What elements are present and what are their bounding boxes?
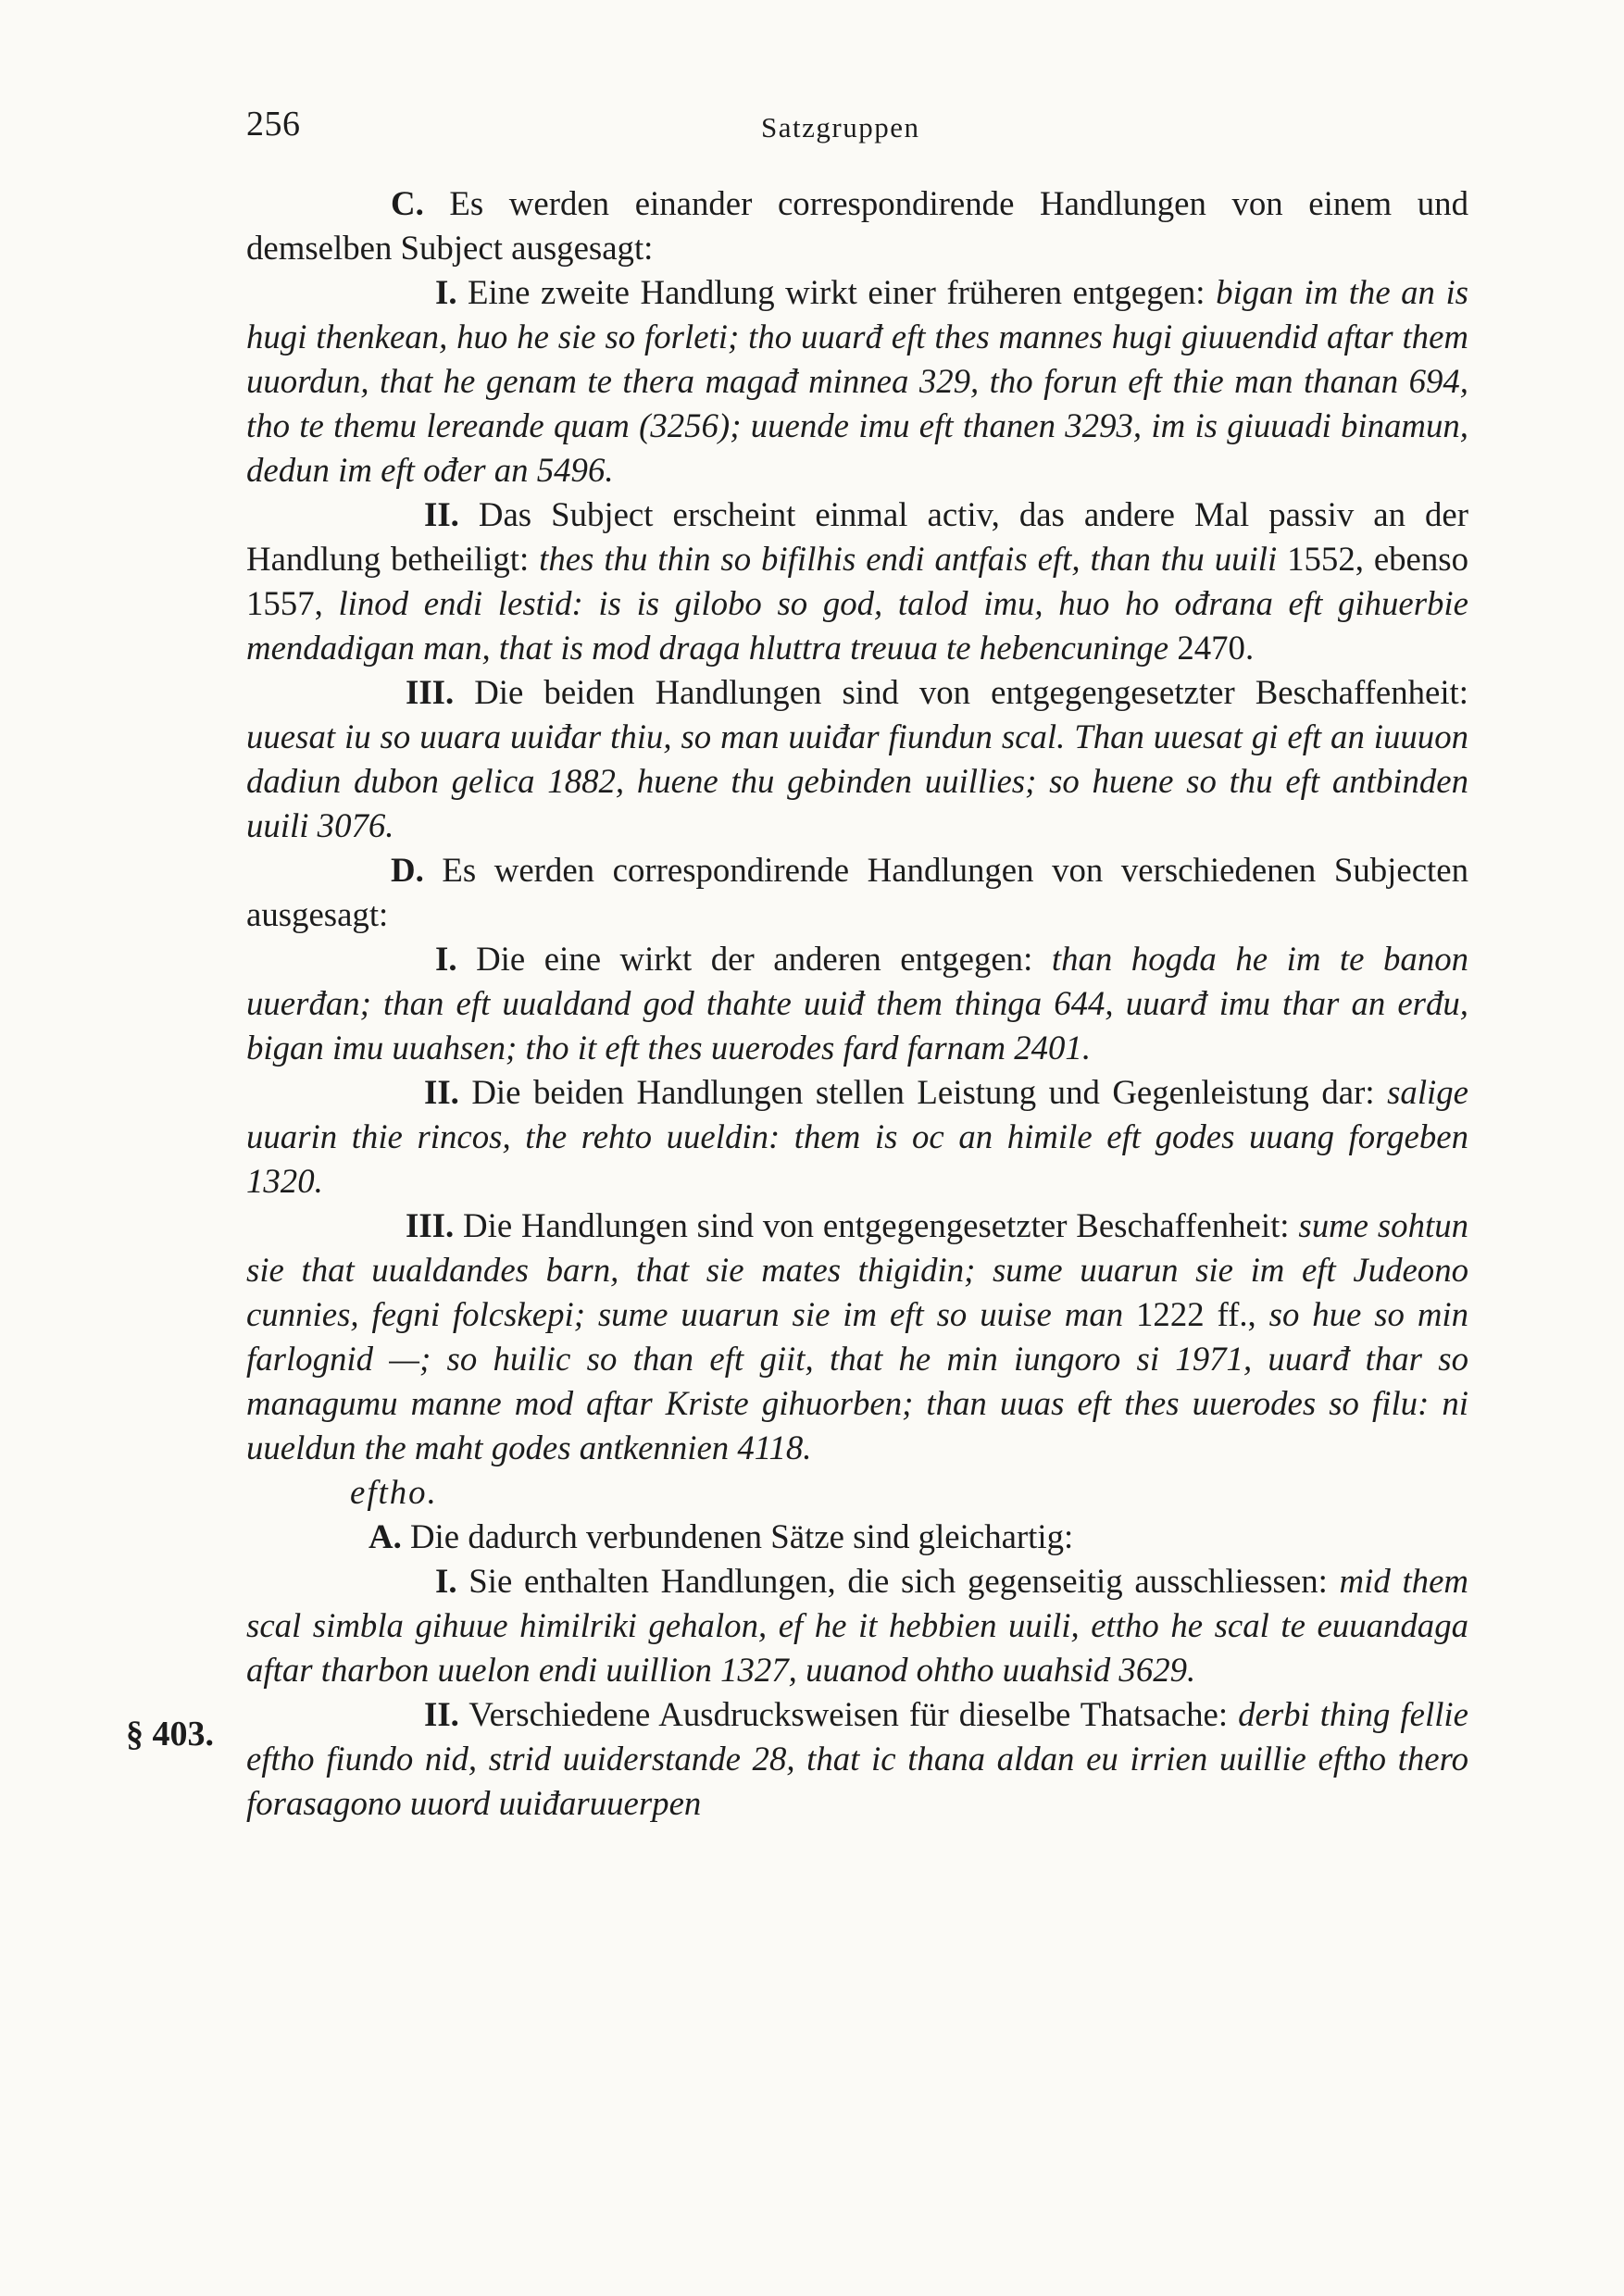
section-a-i-text: Sie enthalten Handlungen, die sich gegenseitig ausschliessen: xyxy=(468,1562,1328,1600)
section-d-iii xyxy=(246,1204,1468,1470)
section-c-iii-text: Die beiden Handlungen sind von entgegengesetzter Beschaffenheit: xyxy=(474,673,1468,711)
section-403-heading xyxy=(246,1470,1468,1515)
section-d-iii-example-a: sume sohtun sie that uualdandes barn, that sie mates thigidin; sume uuarun sie im eft Judeono cunnies, fegni folcskepi; sume uuarun sie im eft so uuise man xyxy=(246,1206,1468,1333)
paragraph-number-403: § 403. xyxy=(126,1715,214,1753)
section-a-ii xyxy=(246,1692,1468,1826)
section-d-ii-text: Die beiden Handlungen stellen Leistung und Gegenleistung dar: xyxy=(471,1073,1375,1111)
section-c-iii xyxy=(246,670,1468,848)
section-d-i-example: than hogda he im te banon uuerđan; than eft uualdand god thahte uuiđ them thinga 644, uuarđ imu thar an erđu, bigan imu uuahsen; tho it eft thes uuerodes fard farnam 2401. xyxy=(246,940,1469,1067)
section-d-ii-label: II. xyxy=(424,1073,459,1111)
section-c-iii-label: III. xyxy=(406,673,455,711)
section-d-iii-ref-a: 1222 ff., xyxy=(1136,1295,1256,1333)
section-a-label: A. xyxy=(369,1517,402,1555)
section-c-ii-ref-a: 1552, ebenso 1557, xyxy=(246,540,1469,622)
page-header xyxy=(246,104,1468,159)
page-number: 256 xyxy=(246,105,301,144)
section-d-i-label: I. xyxy=(435,940,457,978)
section-a-ii-text: Verschiedene Ausdrucksweisen für dieselbe Thatsache: xyxy=(468,1695,1229,1733)
section-c-ii-label: II. xyxy=(424,495,459,533)
section-c-ii-example-b: linod endi lestid: is is gilobo so god, talod imu, huo ho ođrana eft gihuerbie mendadigan man, that is mod draga hluttra treuua te hebencuninge xyxy=(246,584,1468,667)
section-a-ii-label: II. xyxy=(424,1695,459,1733)
section-c-i xyxy=(246,270,1468,493)
section-a-i-example: mid them scal simbla gihuue himilriki gehalon, ef he it hebbien uuili, ettho he scal te euuandaga aftar tharbon uuelon endi uuillion 1327, uuanod ohtho uuahsid 3629. xyxy=(246,1562,1468,1689)
section-c-i-example: bigan im the an is hugi thenkean, huo he sie so forleti; tho uuarđ eft thes mannes hugi giuuendid aftar them uuordun, that he genam te thera magađ minnea 329, tho forun eft thie man thanan 694, tho te themu lereande quam (3256); uuende imu eft thanen 3293, im is giuuadi binamun, dedun im eft ođer an 5496. xyxy=(246,273,1469,489)
section-c-i-text: Eine zweite Handlung wirkt einer früheren entgegen: xyxy=(468,273,1206,311)
section-d-iii-label: III. xyxy=(406,1206,455,1244)
section-c-label: C. xyxy=(391,184,424,222)
section-c-iii-example: uuesat iu so uuara uuiđar thiu, so man uuiđar fiundun scal. Than uuesat gi eft an iuuuon dadiun dubon gelica 1882, huene thu gebinden uuillies; so huene so thu eft antbinden uuili 3076. xyxy=(246,718,1468,844)
section-a-text: Die dadurch verbundenen Sätze sind gleichartig: xyxy=(409,1517,1074,1555)
section-d-label: D. xyxy=(391,851,424,889)
section-403-keyword: eftho. xyxy=(350,1473,438,1511)
section-d-iii-text: Die Handlungen sind von entgegengesetzter Beschaffenheit: xyxy=(463,1206,1290,1244)
section-c-ii xyxy=(246,493,1468,670)
section-c xyxy=(246,181,1468,270)
section-a-ii-example: derbi thing fellie eftho fiundo nid, strid uuiderstande 28, that ic thana aldan eu irrien uuillie eftho thero forasagono uuord uuiđaruuerpen xyxy=(246,1695,1468,1822)
section-d-iii-example-b: so hue so min farlognid —; so huilic so than eft giit, that he min iungoro si 1971, uuarđ thar so managumu manne mod aftar Kriste gihuorben; than uuas eft thes uuerodes so filu: ni uueldun the maht godes antkennien 4118. xyxy=(246,1295,1469,1466)
section-c-i-label: I. xyxy=(435,273,457,311)
section-d-text: Es werden correspondirende Handlungen von verschiedenen Subjecten ausgesagt: xyxy=(246,851,1468,933)
section-d-ii xyxy=(246,1070,1468,1204)
section-d-i xyxy=(246,937,1468,1070)
section-c-ii-example-a: thes thu thin so bifilhis endi antfais eft, than thu uuili xyxy=(539,540,1278,578)
section-d-ii-example: salige uuarin thie rincos, the rehto uueldin: them is oc an himile eft godes uuang forgeben 1320. xyxy=(246,1073,1469,1200)
section-c-ii-ref-b: 2470. xyxy=(1177,629,1255,667)
section-d-i-text: Die eine wirkt der anderen entgegen: xyxy=(476,940,1033,978)
section-a xyxy=(246,1515,1468,1559)
running-head: Satzgruppen xyxy=(761,111,920,144)
section-c-text: Es werden einander correspondirende Handlungen von einem und demselben Subject ausgesagt: xyxy=(246,184,1468,267)
section-c-ii-text: Das Subject erscheint einmal activ, das andere Mal passiv an der Handlung betheiligt: xyxy=(246,495,1469,578)
section-a-i-label: I. xyxy=(435,1562,457,1600)
section-d xyxy=(246,848,1468,937)
section-a-i xyxy=(246,1559,1468,1692)
main-text xyxy=(246,181,1468,1826)
